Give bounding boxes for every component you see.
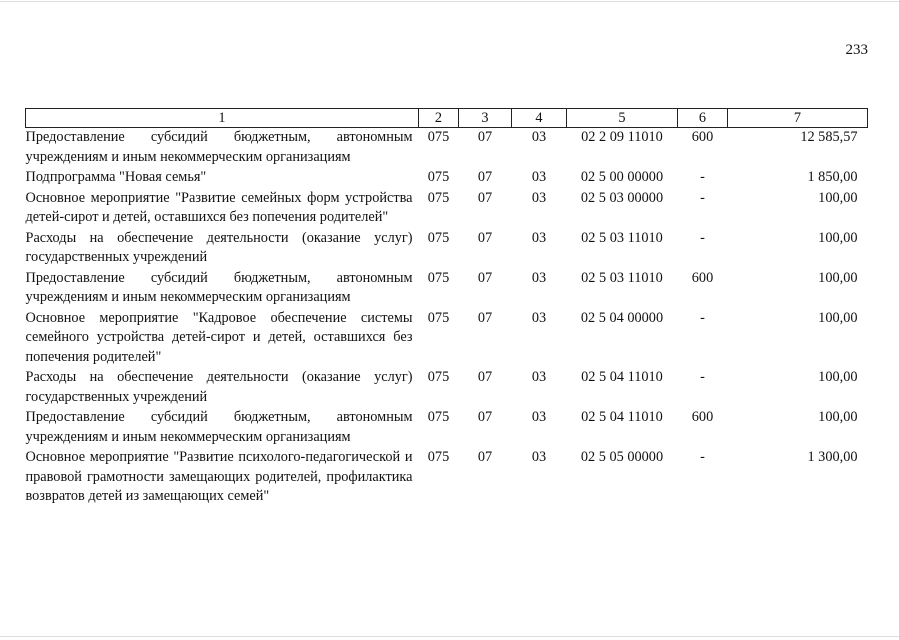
amount: 100,00 bbox=[818, 189, 858, 206]
expense-type: - bbox=[700, 309, 705, 326]
item-name: Основное мероприятие "Развитие психолого-педагогической и правовой грамотности замещающих родителей, профилактика возвратов детей из замещающих семей" bbox=[25, 449, 413, 504]
scan-edge-bottom bbox=[0, 636, 899, 637]
section-code: 07 bbox=[477, 449, 493, 465]
table-row bbox=[26, 128, 868, 169]
table-row bbox=[26, 309, 868, 369]
amount: 100,00 bbox=[818, 369, 858, 385]
department-code: 075 bbox=[427, 129, 450, 145]
subsection-code: 03 bbox=[531, 409, 547, 425]
table-row bbox=[26, 168, 868, 189]
expense-type: 600 bbox=[691, 269, 714, 286]
item-name: Предоставление субсидий бюджетным, автономным учреждениям и иным некоммерческим организациям bbox=[25, 269, 413, 305]
department-code: 075 bbox=[427, 449, 450, 465]
amount: 1 850,00 bbox=[807, 169, 858, 185]
section-code: 07 bbox=[477, 369, 493, 385]
item-name: Расходы на обеспечение деятельности (оказание услуг) государственных учреждений bbox=[25, 229, 413, 265]
section-code: 07 bbox=[477, 269, 493, 286]
section-code: 07 bbox=[477, 169, 493, 185]
target-article: 02 5 03 11010 bbox=[581, 229, 663, 246]
target-article: 02 5 03 00000 bbox=[580, 189, 664, 206]
subsection-code: 03 bbox=[531, 169, 547, 185]
table-row bbox=[26, 408, 868, 448]
amount: 100,00 bbox=[818, 309, 858, 326]
item-name: Основное мероприятие "Развитие семейных форм устройства детей-сирот и детей, оставшихся без попечения родителей" bbox=[25, 189, 413, 225]
table-row bbox=[26, 229, 868, 269]
target-article: 02 5 04 11010 bbox=[581, 369, 663, 385]
expense-type: - bbox=[700, 169, 705, 185]
amount: 100,00 bbox=[818, 229, 858, 246]
page-number: 233 bbox=[845, 42, 868, 58]
subsection-code: 03 bbox=[531, 369, 547, 385]
expense-type: - bbox=[700, 369, 705, 385]
department-code: 075 bbox=[427, 269, 450, 286]
department-code: 075 bbox=[427, 409, 450, 425]
table-header-row bbox=[26, 109, 868, 128]
department-code: 075 bbox=[427, 369, 450, 385]
header-col-3: 3 bbox=[459, 109, 512, 128]
subsection-code: 03 bbox=[531, 129, 547, 145]
expense-type: 600 bbox=[691, 129, 714, 145]
header-col-6: 6 bbox=[678, 109, 728, 128]
target-article: 02 5 04 00000 bbox=[580, 309, 664, 326]
amount: 100,00 bbox=[818, 269, 858, 286]
header-col-5: 5 bbox=[567, 109, 678, 128]
department-code: 075 bbox=[427, 309, 450, 326]
scan-edge-top bbox=[0, 1, 899, 2]
target-article: 02 5 05 00000 bbox=[580, 449, 664, 465]
header-col-4: 4 bbox=[512, 109, 567, 128]
amount: 12 585,57 bbox=[800, 129, 858, 145]
subsection-code: 03 bbox=[531, 449, 547, 465]
subsection-code: 03 bbox=[531, 229, 547, 246]
section-code: 07 bbox=[477, 409, 493, 425]
table-row bbox=[26, 448, 868, 508]
item-name: Расходы на обеспечение деятельности (оказание услуг) государственных учреждений bbox=[25, 369, 413, 405]
expense-type: - bbox=[700, 449, 705, 465]
department-code: 075 bbox=[427, 229, 450, 246]
expense-type: 600 bbox=[691, 409, 714, 425]
target-article: 02 2 09 11010 bbox=[581, 129, 663, 145]
header-col-7: 7 bbox=[728, 109, 868, 128]
header-col-2: 2 bbox=[419, 109, 459, 128]
target-article: 02 5 00 00000 bbox=[580, 169, 664, 185]
target-article: 02 5 04 11010 bbox=[581, 409, 663, 425]
target-article: 02 5 03 11010 bbox=[581, 269, 663, 286]
item-name: Подпрограмма "Новая семья" bbox=[25, 169, 207, 185]
section-code: 07 bbox=[477, 309, 493, 326]
section-code: 07 bbox=[477, 229, 493, 246]
department-code: 075 bbox=[427, 169, 450, 185]
table-row bbox=[26, 189, 868, 229]
subsection-code: 03 bbox=[531, 269, 547, 286]
department-code: 075 bbox=[427, 189, 450, 206]
expense-type: - bbox=[700, 229, 705, 246]
item-name: Предоставление субсидий бюджетным, автономным учреждениям и иным некоммерческим организациям bbox=[25, 129, 413, 165]
amount: 1 300,00 bbox=[807, 449, 858, 465]
subsection-code: 03 bbox=[531, 189, 547, 206]
expense-type: - bbox=[700, 189, 705, 206]
table-row bbox=[26, 269, 868, 309]
budget-table bbox=[25, 108, 868, 508]
amount: 100,00 bbox=[818, 409, 858, 425]
table-row bbox=[26, 368, 868, 408]
item-name: Предоставление субсидий бюджетным, автономным учреждениям и иным некоммерческим организациям bbox=[25, 409, 413, 445]
subsection-code: 03 bbox=[531, 309, 547, 326]
section-code: 07 bbox=[477, 189, 493, 206]
section-code: 07 bbox=[477, 129, 493, 145]
header-col-1: 1 bbox=[26, 109, 419, 128]
item-name: Основное мероприятие "Кадровое обеспечение системы семейного устройства детей-сирот и детей, оставшихся без попечения родителей" bbox=[25, 309, 413, 365]
